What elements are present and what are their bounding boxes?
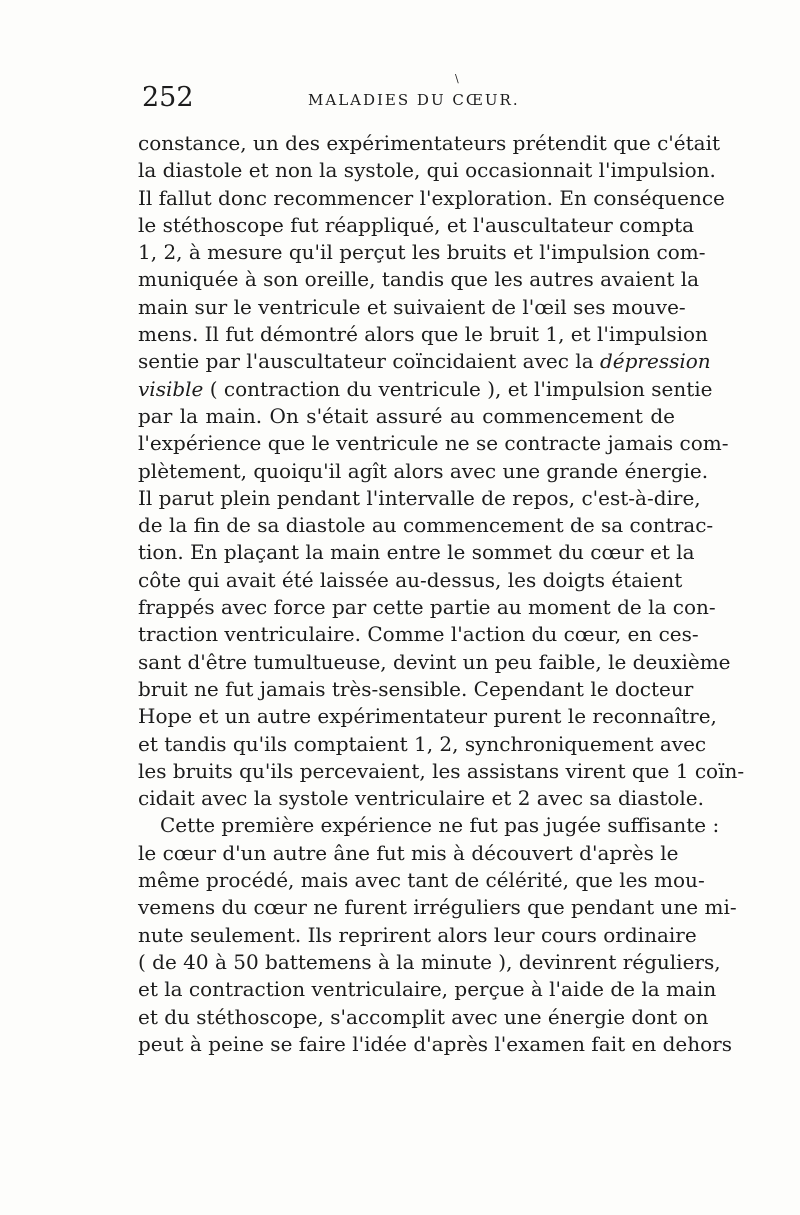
text-segment: par la main. On s'était assuré au commencement de [138, 403, 675, 428]
page-number: 252 [142, 82, 194, 113]
text-segment: traction ventriculaire. Comme l'action du cœur, en ces- [138, 622, 699, 647]
text-segment: muniquée à son oreille, tandis que les autres avaient la [138, 267, 700, 292]
text-line [138, 676, 694, 703]
text-segment: ( de 40 à 50 battemens à la minute ), devinrent réguliers, [138, 949, 721, 974]
text-line [138, 485, 701, 512]
text-segment: frappés avec force par cette partie au moment de la con- [138, 595, 716, 620]
text-segment: Cette première expérience ne fut pas jugée suffisante : [160, 813, 720, 838]
text-segment: tion. En plaçant la main entre le sommet du cœur et la [138, 540, 695, 565]
text-segment: nute seulement. Ils reprirent alors leur cours ordinaire [138, 922, 697, 947]
text-line [138, 703, 717, 730]
print-mark: \ [455, 72, 459, 85]
text-line [138, 976, 717, 1003]
text-line [138, 458, 709, 485]
text-segment: cidait avec la systole ventriculaire et 2 avec sa diastole. [138, 786, 704, 811]
body-text [138, 130, 745, 1058]
text-line [138, 430, 729, 457]
text-line [138, 185, 725, 212]
text-line [138, 567, 683, 594]
text-segment: vemens du cœur ne furent irréguliers que pendant une mi- [138, 895, 737, 920]
text-segment: Il fallut donc recommencer l'exploration. En conséquence [138, 185, 725, 210]
running-title: MALADIES DU CŒUR. [308, 91, 520, 109]
text-line [138, 594, 716, 621]
text-line [138, 130, 721, 157]
text-segment: ( contraction du ventricule ), et l'impulsion sentie [203, 376, 713, 401]
text-segment: main sur le ventricule et suivaient de l'œil ses mouve- [138, 294, 686, 319]
page-header [130, 72, 670, 118]
text-line [138, 758, 745, 785]
text-line [138, 512, 714, 539]
text-segment: côte qui avait été laissée au-dessus, les doigts étaient [138, 567, 683, 592]
text-line [138, 1031, 732, 1058]
text-segment: sentie par l'auscultateur coïncidaient avec la [138, 349, 600, 374]
text-segment: le cœur d'un autre âne fut mis à découvert d'après le [138, 840, 679, 865]
text-line [138, 949, 721, 976]
text-line [138, 266, 700, 293]
text-segment: bruit ne fut jamais très-sensible. Cependant le docteur [138, 676, 694, 701]
text-line [138, 812, 720, 839]
text-line [138, 840, 679, 867]
text-segment: plètement, quoiqu'il agît alors avec une grande énergie. [138, 458, 709, 483]
text-segment: Hope et un autre expérimentateur purent le reconnaître, [138, 704, 717, 729]
text-segment: et la contraction ventriculaire, perçue à l'aide de la main [138, 977, 717, 1002]
text-line [138, 403, 675, 430]
italic-text: dépression [599, 349, 711, 374]
text-segment: même procédé, mais avec tant de célérité, que les mou- [138, 868, 705, 893]
text-line [138, 212, 695, 239]
text-line [138, 867, 705, 894]
text-segment: sant d'être tumultueuse, devint un peu faible, le deuxième [138, 649, 731, 674]
text-line [138, 539, 695, 566]
text-line [138, 157, 716, 184]
text-line [138, 649, 731, 676]
text-line [138, 239, 706, 266]
text-segment: la diastole et non la systole, qui occasionnait l'impulsion. [138, 158, 716, 183]
text-line [138, 731, 707, 758]
text-segment: 1, 2, à mesure qu'il perçut les bruits et l'impulsion com- [138, 240, 706, 265]
text-line [138, 894, 737, 921]
text-segment: Il parut plein pendant l'intervalle de repos, c'est-à-dire, [138, 485, 701, 510]
text-line [138, 785, 704, 812]
text-line [138, 621, 699, 648]
text-segment: les bruits qu'ils percevaient, les assistans virent que 1 coïn- [138, 758, 745, 783]
text-segment: l'expérience que le ventricule ne se contracte jamais com- [138, 431, 729, 456]
text-segment: mens. Il fut démontré alors que le bruit 1, et l'impulsion [138, 322, 708, 347]
text-line [138, 1004, 709, 1031]
text-segment: le stéthoscope fut réappliqué, et l'auscultateur compta [138, 212, 695, 237]
text-segment: de la fin de sa diastole au commencement de sa contrac- [138, 513, 714, 538]
text-line [138, 348, 711, 375]
text-segment: et tandis qu'ils comptaient 1, 2, synchroniquement avec [138, 731, 707, 756]
text-segment: et du stéthoscope, s'accomplit avec une énergie dont on [138, 1004, 709, 1029]
text-line [138, 321, 708, 348]
text-line [138, 294, 686, 321]
text-segment: peut à peine se faire l'idée d'après l'examen fait en dehors [138, 1031, 732, 1056]
italic-text: visible [138, 376, 204, 401]
text-line [138, 922, 697, 949]
text-line [138, 376, 713, 403]
text-segment: constance, un des expérimentateurs prétendit que c'était [138, 131, 721, 155]
